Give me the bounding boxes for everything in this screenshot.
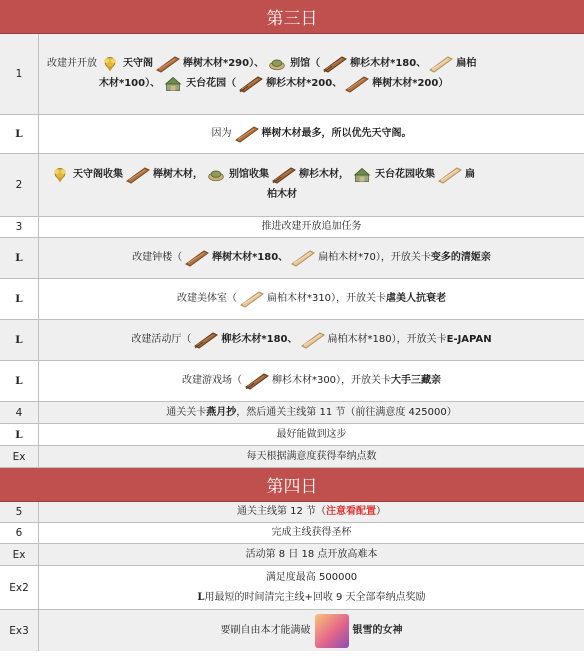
stage-name: 燕月抄: [206, 406, 237, 418]
material-text: 柳杉木材*200、: [266, 78, 343, 89]
step-text: 榉树木材最多，所以优先天守阁。: [261, 128, 412, 139]
cedar-wood-icon: [193, 330, 219, 350]
table-row: [0, 279, 584, 320]
step-text: 每天根据满意度获得奉纳点数: [246, 450, 377, 462]
step-content: [39, 115, 584, 153]
step-number: 1: [0, 34, 39, 114]
zelkova-wood-icon: [125, 165, 151, 185]
step-text: 扁柏木材*310），开放关卡: [266, 293, 387, 304]
zelkova-wood-icon: [344, 74, 370, 94]
material-text: 榉树木材，: [153, 169, 203, 180]
step-text: 别馆收集: [229, 169, 269, 180]
step-text: 推进改建开放追加任务: [261, 221, 362, 232]
step-text: 活动第 8 日 18 点开放高难本: [245, 548, 378, 560]
step-content: [39, 238, 584, 278]
cypress-wood-icon: [300, 330, 326, 350]
zelkova-wood-icon: [234, 124, 260, 144]
table-row: [0, 523, 584, 544]
day3-title: 第三日: [266, 9, 318, 29]
step-number: L: [0, 424, 39, 445]
table-row: [0, 217, 584, 238]
step-text: 最好能做到这步: [276, 428, 347, 440]
step-number: Ex: [0, 544, 39, 565]
cedar-wood-icon: [271, 165, 297, 185]
building-name: 别馆（: [290, 58, 321, 69]
material-text: 扁: [465, 169, 475, 180]
table-row: [0, 424, 584, 446]
step-text: 用最短的时间清完主线+回收 9 天全部奉纳点奖励: [204, 591, 426, 603]
stage-name: 大手三藏亲: [391, 375, 442, 386]
material-text: 木材*100）、: [99, 78, 161, 89]
step-text: 改建游戏场（: [181, 375, 242, 386]
material-text: 柳杉木材*180、: [221, 334, 298, 345]
step-text: 改建并开放: [47, 58, 97, 69]
step-text: 完成主线获得圣杯: [271, 527, 352, 538]
table-row: [0, 154, 584, 217]
step-content: [39, 279, 584, 319]
step-number: 2: [0, 154, 39, 216]
reward-name: 银雪的女神: [352, 624, 403, 636]
step-content: [39, 566, 584, 609]
material-text: 柏木材: [267, 189, 297, 200]
material-text: 扁柏: [456, 58, 477, 69]
table-row: [0, 402, 584, 424]
material-text: 榉树木材*290）、: [183, 58, 265, 69]
rooftop-garden-icon: [162, 75, 184, 93]
cedar-wood-icon: [244, 371, 270, 391]
step-content: [39, 424, 584, 445]
step-text: 天台花园收集: [375, 169, 435, 180]
step-content: [39, 610, 584, 651]
step-content: [39, 502, 584, 522]
step-content: [39, 34, 584, 114]
step-content: [39, 523, 584, 543]
table-row: [0, 320, 584, 361]
table-row: [0, 361, 584, 402]
step-number: Ex3: [0, 610, 39, 651]
material-text: 榉树木材*180、: [212, 252, 289, 263]
day4-title: 第四日: [266, 477, 318, 497]
material-text: 榉树木材*200）: [372, 78, 449, 89]
step-content: [39, 217, 584, 237]
step-number: 6: [0, 523, 39, 543]
zelkova-wood-icon: [184, 248, 210, 268]
keep-icon: [49, 166, 71, 184]
cypress-wood-icon: [290, 248, 316, 268]
rooftop-garden-icon: [351, 166, 373, 184]
step-text: 通关主线第 12 节（: [236, 506, 327, 517]
step-text: L: [197, 591, 205, 603]
step-text: 天守阁收集: [73, 169, 123, 180]
cedar-wood-icon: [238, 74, 264, 94]
annex-icon: [205, 166, 227, 184]
table-row: [0, 544, 584, 566]
material-text: 柳杉木材，: [299, 169, 349, 180]
step-text: 改建钟楼（: [132, 252, 183, 263]
stage-name: 变多的清姬亲: [430, 252, 491, 263]
warning-text: 注意看配置: [326, 506, 377, 517]
step-text: 要刷自由本才能满破: [220, 624, 311, 636]
keep-icon: [99, 55, 121, 73]
table-row: [0, 610, 584, 651]
step-number: L: [0, 279, 39, 319]
step-number: L: [0, 320, 39, 360]
cypress-wood-icon: [239, 289, 265, 309]
step-number: 3: [0, 217, 39, 237]
table-row: [0, 446, 584, 468]
step-number: L: [0, 238, 39, 278]
step-text: 因为: [211, 128, 232, 139]
step-text: ）: [376, 506, 387, 517]
reward-card-icon: [315, 614, 349, 648]
step-text: 扁柏木材*70），开放关卡: [318, 252, 431, 263]
step-text: 改建活动厅（: [131, 334, 192, 345]
step-number: Ex2: [0, 566, 39, 609]
step-text: 通关关卡: [166, 406, 207, 418]
step-number: Ex: [0, 446, 39, 467]
step-content: [39, 402, 584, 423]
table-row: [0, 115, 584, 154]
table-row: [0, 34, 584, 115]
step-text: 扁柏木材*180），开放关卡: [327, 334, 447, 345]
table-row: [0, 238, 584, 279]
building-name: 天台花园（: [186, 78, 237, 89]
cedar-wood-icon: [322, 54, 348, 74]
day4-header: [0, 468, 584, 502]
step-number: L: [0, 115, 39, 153]
step-content: [39, 446, 584, 467]
cypress-wood-icon: [437, 165, 463, 185]
step-number: L: [0, 361, 39, 401]
day3-header: [0, 0, 584, 34]
table-row: [0, 502, 584, 523]
step-text: ，然后通关主线第 11 节（前往满意度 425000）: [236, 406, 457, 418]
step-content: [39, 154, 584, 216]
table-row: [0, 566, 584, 610]
step-content: [39, 361, 584, 401]
building-name: 天守阁: [123, 58, 153, 69]
step-text: 改建美体室（: [176, 293, 237, 304]
stage-name: E-JAPAN: [446, 334, 492, 345]
cypress-wood-icon: [428, 54, 454, 74]
material-text: 柳杉木材*180、: [350, 58, 427, 69]
step-text: 柳杉木材*300），开放关卡: [271, 375, 392, 386]
stage-name: 虐美人抗衰老: [386, 293, 447, 304]
step-content: [39, 320, 584, 360]
step-text: 满足度最高 500000: [265, 571, 358, 583]
zelkova-wood-icon: [155, 54, 181, 74]
annex-icon: [266, 55, 288, 73]
step-content: [39, 544, 584, 565]
step-number: 4: [0, 402, 39, 423]
step-number: 5: [0, 502, 39, 522]
